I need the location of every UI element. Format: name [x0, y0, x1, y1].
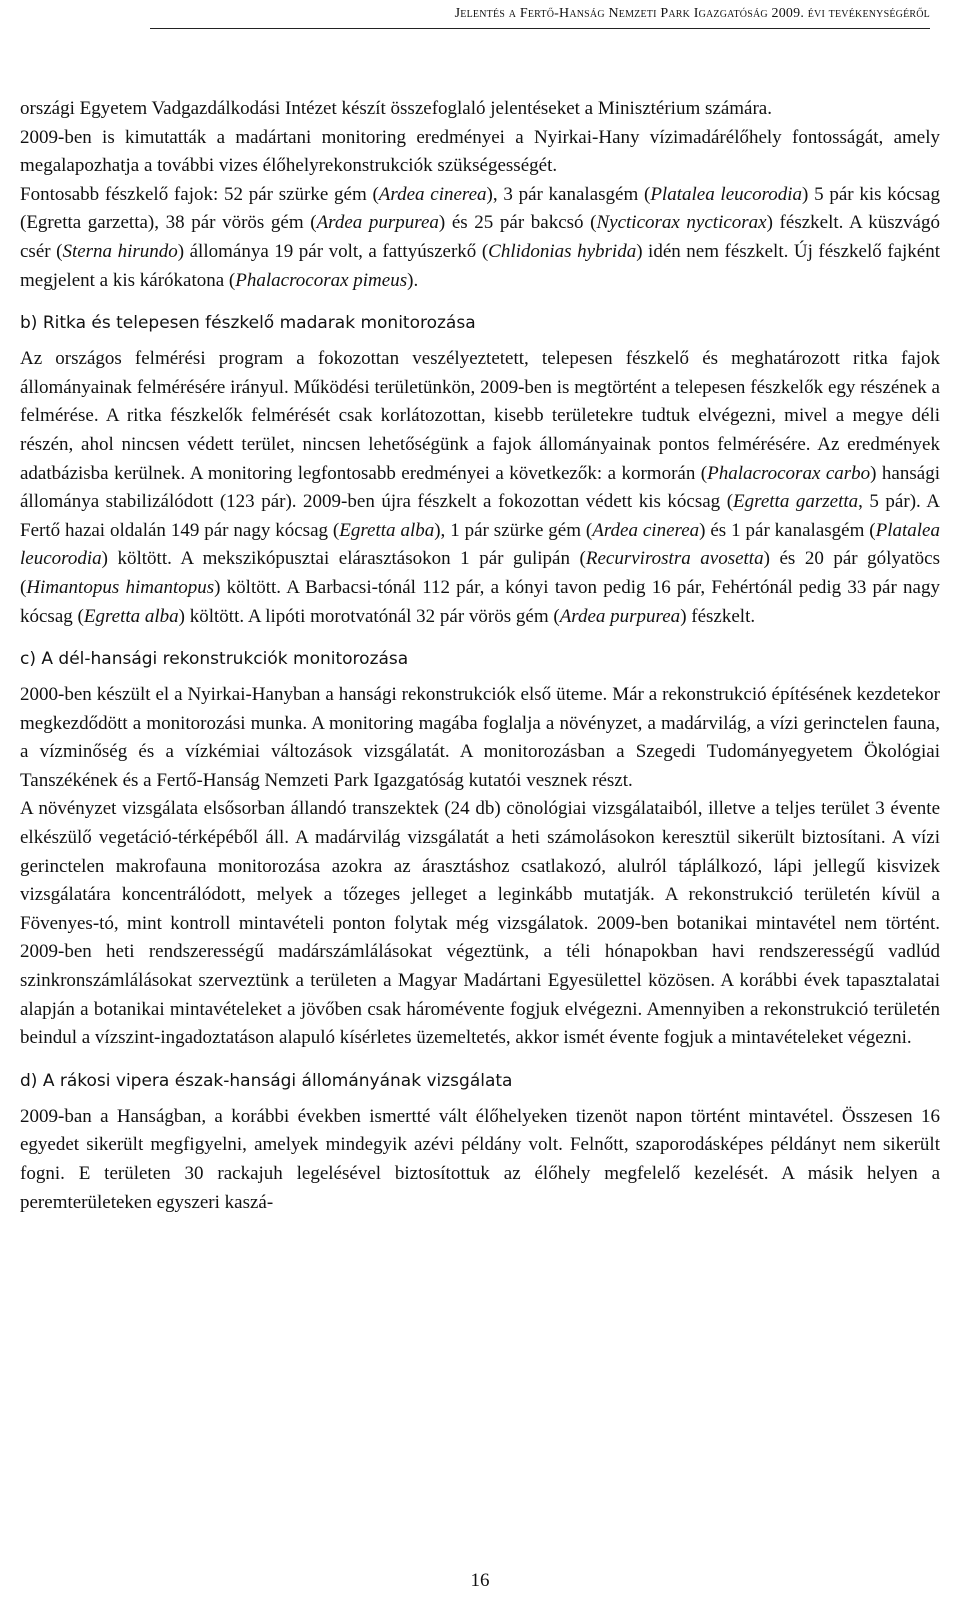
species-name: Platalea leucorodia	[650, 183, 803, 205]
section-b-paragraph: Az országos felmérési program a fokozottan veszélyeztetett, telepesen fészkelő és meghatározott ritka fajok állományainak felmérésére irányul. Működési területünkön, 2009-ben is megtörtént a telepesen fészkelők egy részének a felmérése. A ritka fészkelők felmérését csak korlátozottan, kisebb területekre tudtuk elvégezni, mivel a megye déli részén, ahol nincsen védett terület, nincsen lehetőségünk a fajok állományainak pontos felmérésére. Az eredmények adatbázisba kerülnek. A monitoring legfontosabb eredményei a következők: a kormorán (Phalacrocorax carbo) hansági állománya stabilizálódott (123 pár). 2009-ben újra fészkelt a fokozottan védett kis kócsag (Egretta garzetta, 5 pár). A Fertő hazai oldalán 149 pár nagy kócsag (Egretta alba), 1 pár szürke gém (Ardea cinerea) és 1 pár kanalasgém (Platalea leucorodia) költött. A mekszikópusztai elárasztásokon 1 pár gulipán (Recurvirostra avosetta) és 20 pár gólyatöcs (Himantopus himantopus) költött. A Barbacsi-tónál 112 pár, a kónyi tavon pedig 16 pár, Fehértónál pedig 33 pár nagy kócsag (Egretta alba) költött. A lipóti morotvatónál 32 pár vörös gém (Ardea purpurea) fészkelt.	[20, 348, 940, 627]
species-name: Nycticorax nycticorax	[596, 212, 767, 234]
species-name: Ardea cinerea	[378, 183, 487, 205]
paragraph-intro: országi Egyetem Vadgazdálkodási Intézet készít összefoglaló jelentéseket a Minisztérium számára.	[20, 98, 772, 119]
species-name: Egretta alba	[83, 605, 179, 627]
species-name: Egretta alba	[339, 519, 435, 541]
species-name: Phalacrocorax pimeus	[235, 269, 408, 291]
paragraph-nyirkai: 2009-ben is kimutatták a madártani monitoring eredményei a Nyirkai-Hany vízimadárélőhely fontosságát, amely megalapozhatja a további vizes élőhelyrekonstrukciók szükségességét.	[20, 126, 940, 177]
section-c-heading: c) A dél-hansági rekonstrukciók monitorozása	[20, 649, 409, 670]
section-c-paragraph-2: A növényzet vizsgálata elsősorban állandó transzektek (24 db) cönológiai vizsgálataiból, illetve a teljes terület 3 évente elkészülő vegetáció-térképéből áll. A madárvilág vizsgálatát a heti számolásokon keresztül sikerült biztosítani. A vízi gerinctelen makrofauna monitorozása azokra az árasztáshoz csatlakozó, alulról táplálkozó, lápi jellegű kisvizek vizsgálatára koncentrálódott, melyek a tőzeges jelleget a leginkább mutatják. A rekonstrukció területén kívül a Fövenyes-tó, mint kontroll mintavételi ponton folytak még vizsgálatok. 2009-ben botanikai mintavétel nem történt. 2009-ben heti rendszerességű madárszámlálásokat végeztünk, a téli hónapokban havi rendszerességű vadlúd szinkronszámlálásokat szerveztünk a területen a Magyar Madártani Egyesülettel közösen. A korábbi évek tapasztalatai alapján a botanikai mintavételeket a jövőben csak háromévente fogjuk elvégezni. Amennyiben a rekonstrukció területén beindul a vízszint-ingadoztatáson alapuló kísérletes üzemeltetés, akkor ismét évente fogjuk a mintavételeket végezni.	[20, 798, 940, 1049]
body-text	[20, 95, 940, 1217]
species-name: Recurvirostra avosetta	[585, 548, 764, 570]
species-name: Phalacrocorax carbo	[707, 462, 871, 484]
section-c-paragraph-1: 2000-ben készült el a Nyirkai-Hanyban a hansági rekonstrukciók első üteme. Már a rekonstrukció építésének kezdetekor megkezdődött a monitorozási munka. A monitoring magába foglalja a növényzet, a madárvilág, a vízi gerinctelen fauna, a vízminőség és a vízkémiai változások vizsgálatát. A monitorozásban a Szegedi Tudományegyetem Ökológiai Tanszékének és a Fertő-Hanság Nemzeti Park Igazgatóság kutatói vesznek részt.	[20, 684, 940, 791]
species-name: Ardea purpurea	[316, 212, 439, 234]
species-name: Egretta garzetta	[733, 491, 859, 513]
paragraph-nesting-species: Fontosabb fészkelő fajok: 52 pár szürke gém (Ardea cinerea), 3 pár kanalasgém (Platalea leucorodia) 5 pár kis kócsag (Egretta garzetta), 38 pár vörös gém (Ardea purpurea) és 25 pár bakcsó (Nycticorax nycticorax) fészkelt. A küszvágó csér (Sterna hirundo) állománya 19 pár volt, a fattyúszerkő (Chlidonias hybrida) idén nem fészkelt. Új fészkelő fajként megjelent a kis kárókatona (Phalacrocorax pimeus).	[20, 183, 940, 291]
species-name: Ardea cinerea	[592, 519, 700, 541]
species-name: Chlidonias hybrida	[488, 240, 637, 262]
running-header-title: Jelentés a Fertő-Hanság Nemzeti Park Igazgatóság 2009. évi tevékenységéről	[454, 6, 930, 21]
section-b-heading: b) Ritka és telepesen fészkelő madarak monitorozása	[20, 313, 476, 334]
species-name: Sterna hirundo	[62, 240, 178, 262]
running-header	[150, 6, 930, 29]
section-d-paragraph: 2009-ban a Hanságban, a korábbi években ismertté vált élőhelyeken tizenöt napon történt mintavétel. Összesen 16 egyedet sikerült megfigyelni, amelyek mindegyik azévi példány volt. Felnőtt, szaporodásképes példányt nem sikerült fogni. E területen 30 rackajuh legelésével biztosítottuk az élőhely megfelelő kezelését. A másik helyen a peremterületeken egyszeri kaszá-	[20, 1105, 940, 1213]
species-name: Himantopus himantopus	[26, 576, 215, 598]
section-d-heading: d) A rákosi vipera észak-hansági állományának vizsgálata	[20, 1070, 513, 1091]
page-number: 16	[470, 1570, 490, 1591]
species-name: Ardea purpurea	[559, 605, 681, 627]
species-name: Platalea leucorodia	[20, 519, 940, 570]
